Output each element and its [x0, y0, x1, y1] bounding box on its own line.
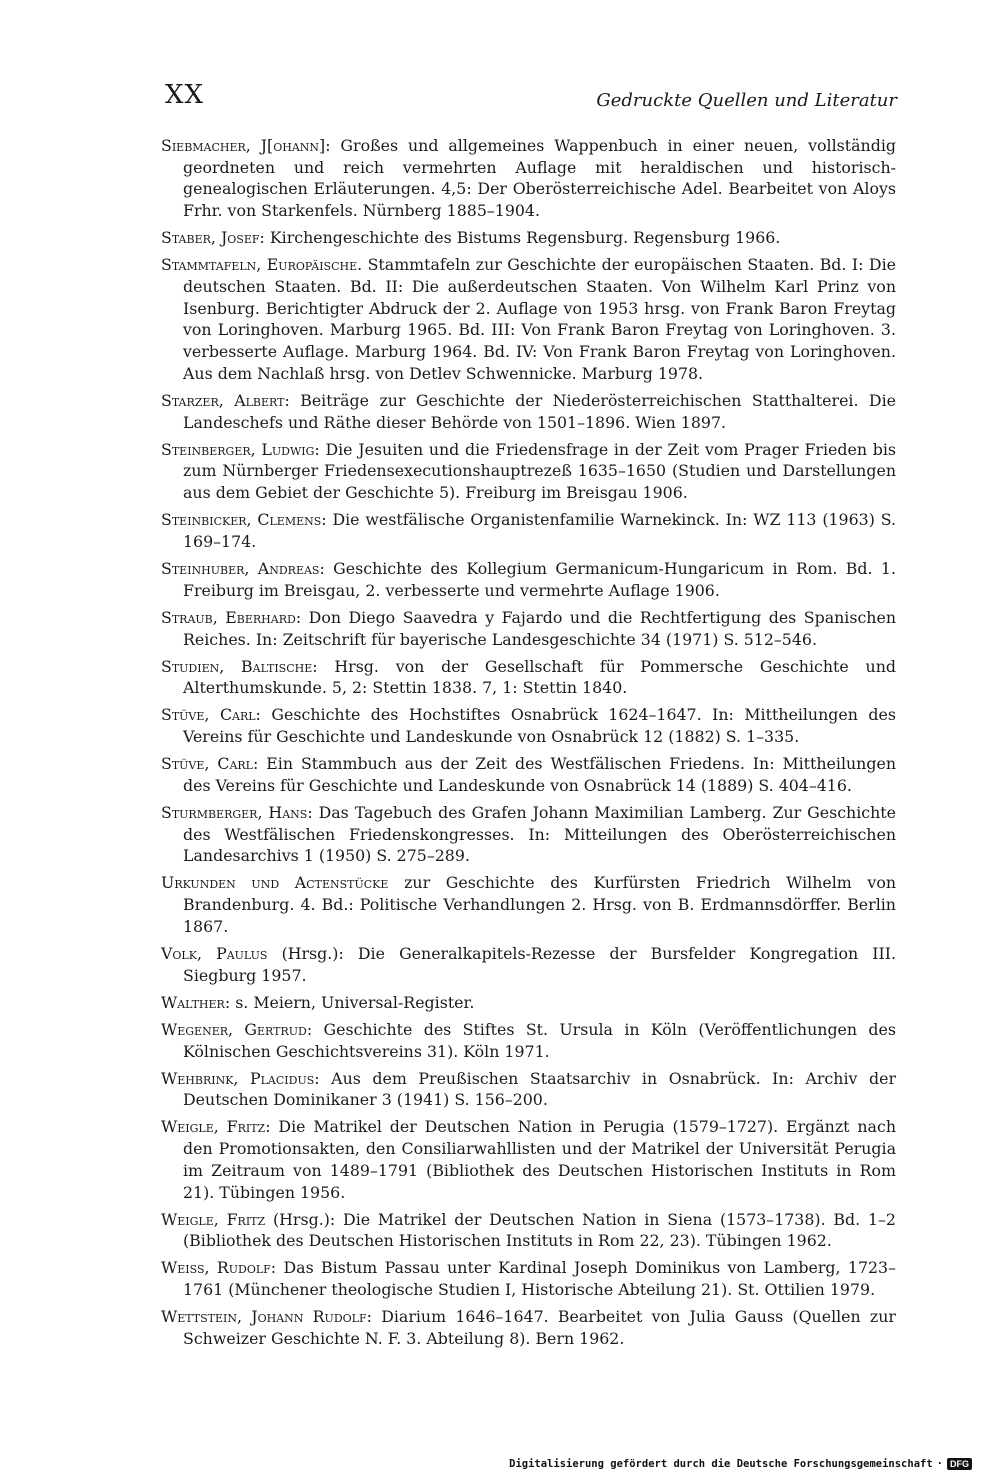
bibliography-entry [161, 439, 896, 504]
bibliography-entry [161, 656, 896, 699]
entry-author: Steinhuber, Andreas: [161, 559, 325, 578]
entry-text: Geschichte des Hochstiftes Osnabrück 1624–1647. In: Mittheilungen des Vereins für Geschichte und Landeskunde von Osnabrück 12 (1882) S. 1–335. [183, 705, 896, 747]
bibliography-entry [161, 558, 896, 601]
entry-author: Urkunden und Actenstücke [161, 873, 389, 893]
entry-text: Kirchengeschichte des Bistums Regensburg. Regensburg 1966. [269, 228, 781, 248]
bibliography-entry [161, 1306, 896, 1349]
entry-author: Staber, Josef: [161, 228, 265, 248]
bibliography-entry [161, 802, 896, 867]
entry-author: Siebmacher, J[ohann]: [161, 136, 331, 155]
bibliography-entry [161, 992, 896, 1014]
bibliography-entry [161, 1019, 896, 1062]
entry-author: Steinberger, Ludwig: [161, 439, 320, 459]
entry-text: Hrsg. von der Gesellschaft für Pommersche Geschichte und Alterthumskunde. 5, 2: Stettin 1838. 7, 1: Stettin 1840. [183, 656, 896, 698]
bibliography-entry [161, 509, 896, 552]
bibliography-list [161, 135, 896, 1355]
entry-author: Wehbrink, Placidus: [161, 1068, 320, 1088]
dfg-logo-icon: DFG [947, 1458, 972, 1470]
entry-author: Walther: [161, 992, 231, 1012]
entry-text: (Hrsg.): Die Generalkapitels-Rezesse der Bursfelder Kongregation III. Siegburg 1957. [183, 943, 896, 985]
entry-author: Studien, Baltische: [161, 656, 318, 676]
entry-text: Diarium 1646–1647. Bearbeitet von Julia Gauss (Quellen zur Schweizer Geschichte N. F. 3. Abteilung 8). Bern 1962. [183, 1307, 896, 1348]
entry-text: Beiträge zur Geschichte der Niederösterreichischen Statthalterei. Die Landeschefs und Räthe dieser Behörde von 1501–1896. Wien 1897. [183, 390, 896, 432]
entry-text: zur Geschichte des Kurfürsten Friedrich Wilhelm von Brandenburg. 4. Bd.: Politische Verhandlungen 2. Hrsg. von B. Erdmannsdörffer. Berlin 1867. [183, 873, 897, 936]
bibliography-entry [161, 753, 896, 796]
bibliography-entry [161, 254, 896, 384]
entry-author: Weigle, Fritz: [161, 1117, 271, 1137]
bibliography-entry [161, 607, 896, 650]
bibliography-entry [161, 1116, 896, 1203]
entry-text: Stammtafeln zur Geschichte der europäischen Staaten. Bd. I: Die deutschen Staaten. Bd. II: Die außerdeutschen Staaten. Von Wilhelm Karl Prinz von Isenburg. Berichtigter Abdruck der 2. Auflage von 1953 hrsg. von Frank Baron Freytag von Loringhoven. Marburg 1965. Bd. III: Von Frank Baron Freytag von Loringhoven. 3. verbesserte Auflage. Marburg 1964. Bd. IV: Von Frank Baron Freytag von Loringhoven. Aus dem Nachlaß hrsg. von Detlev Schwennicke. Marburg 1978. [183, 255, 896, 383]
digitization-footer [509, 1458, 972, 1470]
bibliography-entry [161, 135, 896, 222]
entry-text: Geschichte des Kollegium Germanicum-Hungaricum in Rom. Bd. 1. Freiburg im Breisgau, 2. verbesserte und vermehrte Auflage 1906. [183, 559, 896, 600]
bibliography-entry [161, 1068, 896, 1111]
entry-text: Die westfälische Organistenfamilie Warnekinck. In: WZ 113 (1963) S. 169–174. [183, 510, 896, 551]
entry-author: Wettstein, Johann Rudolf: [161, 1307, 372, 1327]
entry-author: Steinbicker, Clemens: [161, 510, 327, 530]
bibliography-entry [161, 390, 896, 433]
entry-text: Die Jesuiten und die Friedensfrage in der Zeit vom Prager Frieden bis zum Nürnberger Friedensexecutionshauptrezeß 1635–1650 (Studien und Darstellungen aus dem Gebiet der Geschichte 5). Freiburg im Breisgau 1906. [183, 439, 896, 503]
bibliography-entry [161, 704, 896, 747]
running-title: Gedruckte Quellen und Literatur [596, 90, 897, 111]
bibliography-entry [161, 227, 896, 249]
entry-text: Geschichte des Stiftes St. Ursula in Köln (Veröffentlichungen des Kölnischen Geschichtsvereins 31). Köln 1971. [183, 1019, 896, 1061]
entry-author: Stüve, Carl: [161, 754, 259, 774]
entry-text: (Hrsg.): Die Matrikel der Deutschen Nation in Siena (1573–1738). Bd. 1–2 (Bibliothek des Deutschen Historischen Instituts in Rom 22, 23). Tübingen 1962. [183, 1209, 896, 1251]
entry-author: Straub, Eberhard: [161, 607, 302, 627]
entry-author: Wegener, Gertrud: [161, 1019, 313, 1039]
entry-text: s. Meiern, Universal-Register. [235, 992, 475, 1012]
entry-author: Volk, Paulus [161, 943, 268, 963]
entry-text: Das Bistum Passau unter Kardinal Joseph Dominikus von Lamberg, 1723–1761 (Münchener theologische Studien I, Historische Abteilung 21). St. Ottilien 1979. [183, 1258, 896, 1300]
entry-text: Die Matrikel der Deutschen Nation in Perugia (1579–1727). Ergänzt nach den Promotionsakten, den Consiliarwahllisten und der Matrikel der Universität Perugia im Zeitraum von 1489–1791 (Bibliothek des Deutschen Historischen Instituts in Rom 21). Tübingen 1956. [183, 1117, 896, 1202]
bibliography-entry [161, 943, 896, 986]
entry-author: Weigle, Fritz [161, 1209, 266, 1229]
entry-text: Aus dem Preußischen Staatsarchiv in Osnabrück. In: Archiv der Deutschen Dominikaner 3 (1941) S. 156–200. [183, 1068, 896, 1110]
entry-text: Don Diego Saavedra y Fajardo und die Rechtfertigung des Spanischen Reiches. In: Zeitschrift für bayerische Landesgeschichte 34 (1971) S. 512–546. [183, 607, 897, 649]
entry-text: Großes und allgemeines Wappenbuch in einer neuen, vollständig geordneten und reich vermehrten Auflage mit heraldischen und historisch-genealogischen Erläuterungen. 4,5: Der Oberösterreichische Adel. Bearbeitet von Aloys Frhr. von Starkenfels. Nürnberg 1885–1904. [183, 136, 896, 221]
entry-text: Das Tagebuch des Grafen Johann Maximilian Lamberg. Zur Geschichte des Westfälischen Friedenskongresses. In: Mitteilungen des Oberösterreichischen Landesarchivs 1 (1950) S. 275–289. [183, 802, 897, 866]
footer-separator: · [936, 1458, 943, 1470]
bibliography-entry [161, 1257, 896, 1300]
entry-author: Weiss, Rudolf: [161, 1258, 277, 1278]
bibliography-entry [161, 872, 896, 937]
entry-author: Starzer, Albert: [161, 390, 290, 410]
bibliography-entry [161, 1209, 896, 1252]
page-number: XX [165, 80, 205, 110]
entry-author: Sturmberger, Hans: [161, 802, 313, 822]
entry-author: Stammtafeln, Europäische. [161, 255, 363, 275]
entry-author: Stüve, Carl: [161, 705, 261, 725]
footer-text: Digitalisierung gefördert durch die Deutsche Forschungsgemeinschaft [509, 1458, 933, 1470]
entry-text: Ein Stammbuch aus der Zeit des Westfälischen Friedens. In: Mittheilungen des Vereins für Geschichte und Landeskunde von Osnabrück 14 (1889) S. 404–416. [183, 754, 896, 795]
